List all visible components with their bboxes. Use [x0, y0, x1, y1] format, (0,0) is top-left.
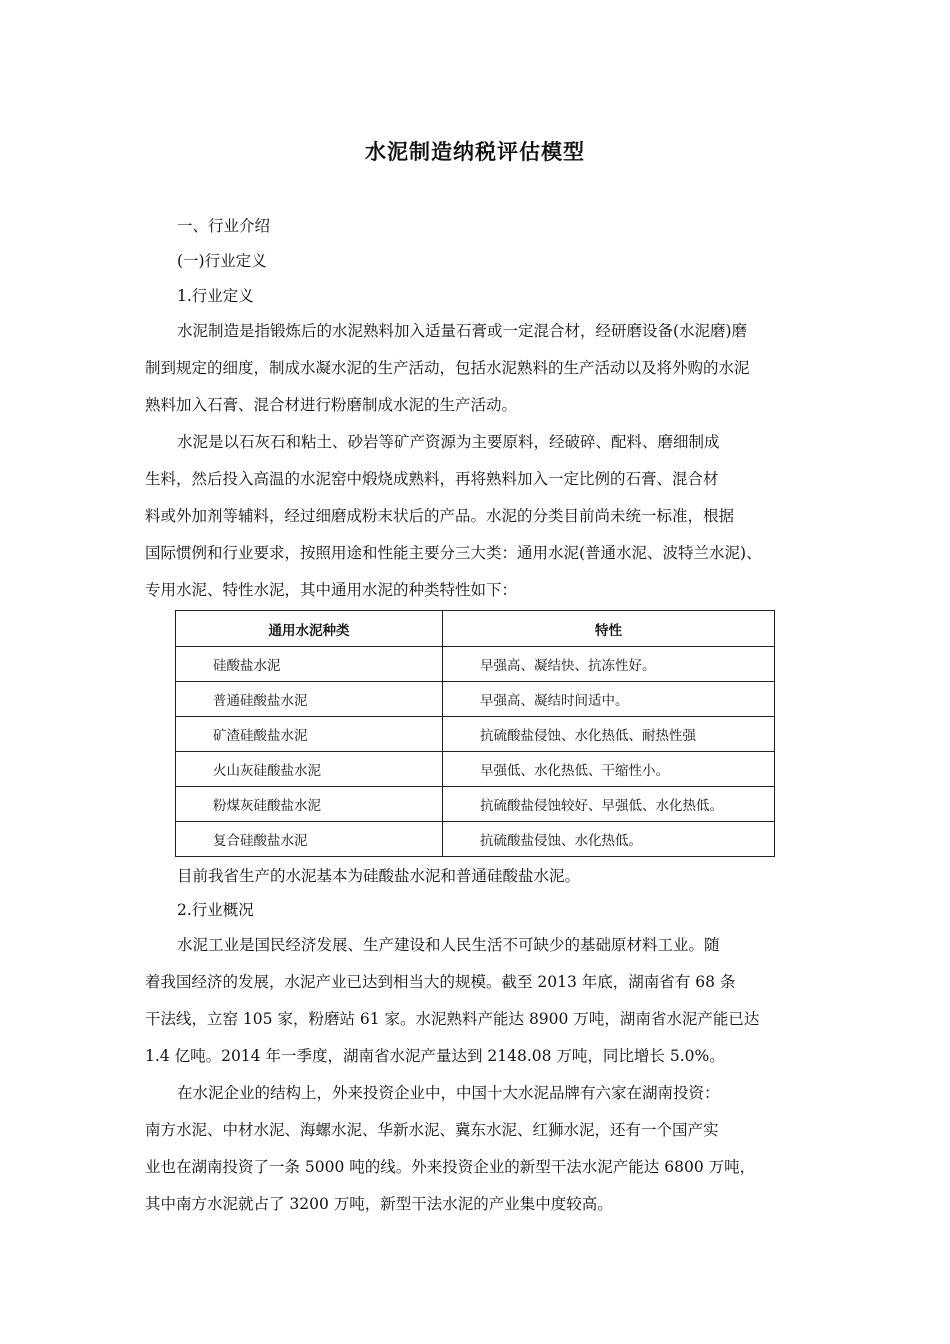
paragraph-line: 水泥是以石灰石和粘土、砂岩等矿产资源为主要原料，经破碎、配料、磨细制成	[177, 433, 720, 451]
paragraph-line: 目前我省生产的水泥基本为硅酸盐水泥和普通硅酸盐水泥。	[177, 867, 581, 885]
column-header-property: 特性	[443, 611, 775, 647]
column-header-type: 通用水泥种类	[176, 611, 443, 647]
paragraph-line: 干法线，立窑 105 家，粉磨站 61 家。水泥熟料产能达 8900 万吨，湖南省水泥产能已达	[145, 1010, 760, 1028]
property-cell: 抗硫酸盐侵蚀、水化热低。	[443, 822, 775, 857]
property-cell: 早强低、水化热低、干缩性小。	[443, 752, 775, 787]
table-header-row	[176, 611, 775, 647]
section-heading: 一、行业介绍	[177, 217, 271, 235]
paragraph-line: 南方水泥、中材水泥、海螺水泥、华新水泥、冀东水泥、红狮水泥，还有一个国产实	[145, 1121, 719, 1139]
cement-type-cell: 火山灰硅酸盐水泥	[176, 752, 443, 787]
table-row	[176, 682, 775, 717]
property-cell: 抗硫酸盐侵蚀、水化热低、耐热性强	[443, 717, 775, 752]
cement-types-table	[175, 610, 775, 857]
cement-type-cell: 复合硅酸盐水泥	[176, 822, 443, 857]
property-cell: 早强高、凝结时间适中。	[443, 682, 775, 717]
cement-type-cell: 粉煤灰硅酸盐水泥	[176, 787, 443, 822]
subsection-heading: (一)行业定义	[177, 252, 267, 270]
cement-type-cell: 硅酸盐水泥	[176, 647, 443, 682]
table-row	[176, 647, 775, 682]
item-heading: 2.行业概况	[177, 901, 254, 919]
paragraph-line: 业也在湖南投资了一条 5000 吨的线。外来投资企业的新型干法水泥产能达 6800 万吨，	[145, 1158, 756, 1176]
table-row	[176, 787, 775, 822]
paragraph-line: 水泥工业是国民经济发展、生产建设和人民生活不可缺少的基础原材料工业。随	[177, 936, 720, 954]
cement-type-cell: 矿渣硅酸盐水泥	[176, 717, 443, 752]
document-title: 水泥制造纳税评估模型	[365, 140, 585, 164]
paragraph-line: 国际惯例和行业要求，按照用途和性能主要分三大类：通用水泥(普通水泥、波特兰水泥)、	[145, 544, 762, 562]
paragraph-line: 着我国经济的发展，水泥产业已达到相当大的规模。截至 2013 年底，湖南省有 68 条	[145, 973, 736, 991]
paragraph-line: 在水泥企业的结构上，外来投资企业中，中国十大水泥品牌有六家在湖南投资：	[177, 1084, 720, 1102]
paragraph-line: 水泥制造是指锻炼后的水泥熟料加入适量石膏或一定混合材，经研磨设备(水泥磨)磨	[177, 322, 748, 340]
property-cell: 早强高、凝结快、抗冻性好。	[443, 647, 775, 682]
paragraph-line: 生料，然后投入高温的水泥窑中煅烧成熟料，再将熟料加入一定比例的石膏、混合材	[145, 470, 719, 488]
table-row	[176, 822, 775, 857]
paragraph-line: 其中南方水泥就占了 3200 万吨，新型干法水泥的产业集中度较高。	[145, 1195, 613, 1213]
paragraph-line: 1.4 亿吨。2014 年一季度，湖南省水泥产量达到 2148.08 万吨，同比增长 5.0%。	[145, 1047, 725, 1065]
item-heading: 1.行业定义	[177, 287, 254, 305]
cement-type-cell: 普通硅酸盐水泥	[176, 682, 443, 717]
paragraph-line: 专用水泥、特性水泥，其中通用水泥的种类特性如下：	[145, 581, 518, 599]
paragraph-line: 料或外加剂等辅料，经过细磨成粉末状后的产品。水泥的分类目前尚未统一标准，根据	[145, 507, 735, 525]
paragraph-line: 熟料加入石膏、混合材进行粉磨制成水泥的生产活动。	[145, 396, 518, 414]
property-cell: 抗硫酸盐侵蚀较好、早强低、水化热低。	[443, 787, 775, 822]
table-row	[176, 752, 775, 787]
paragraph-line: 制到规定的细度，制成水凝水泥的生产活动，包括水泥熟料的生产活动以及将外购的水泥	[145, 359, 750, 377]
table-row	[176, 717, 775, 752]
